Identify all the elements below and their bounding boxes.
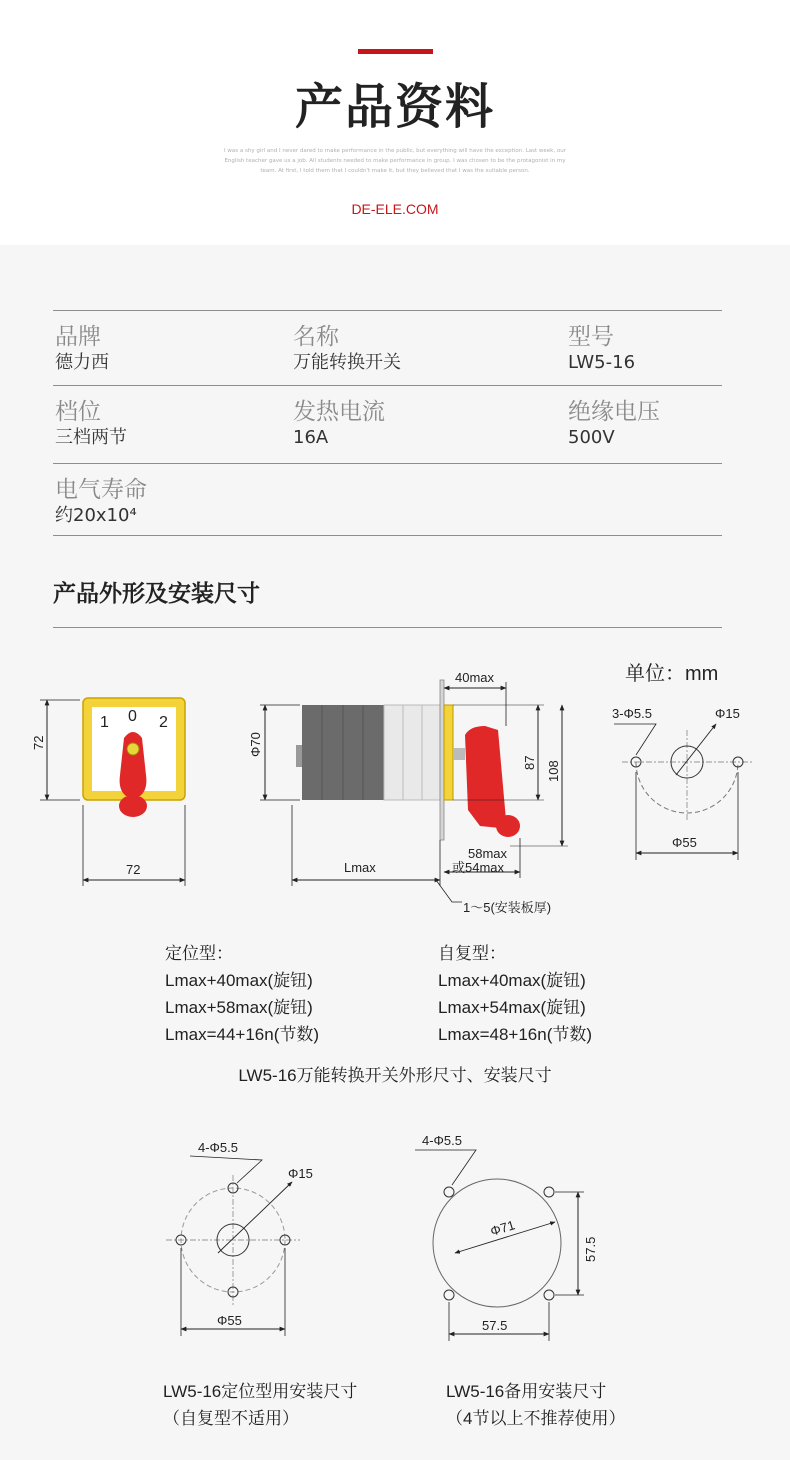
formula-left-3: Lmax=44+16n(节数)	[165, 1025, 320, 1044]
knob-54-label: 或54max	[452, 860, 505, 875]
lmax-label: Lmax	[344, 860, 376, 875]
mount-a-caption: LW5-16定位型用安装尺寸	[163, 1382, 358, 1401]
front-height-label: 72	[31, 735, 46, 750]
page-title: 产品资料	[294, 79, 495, 135]
spec-value: 500V	[568, 427, 615, 448]
mount-b-caption: LW5-16备用安装尺寸	[446, 1382, 607, 1401]
formula-right-3: Lmax=48+16n(节数)	[438, 1025, 593, 1044]
front-view	[31, 698, 185, 886]
mount-a-holes-label: 4-Φ5.5	[198, 1140, 239, 1155]
height-87-label: 87	[522, 755, 537, 770]
center-hole-label: Φ15	[715, 706, 740, 721]
height-108-label: 108	[546, 760, 561, 782]
side-diameter-label: Φ70	[248, 732, 263, 757]
plate-thickness-label: 1～5(安装板厚)	[463, 900, 552, 915]
mount-a-pcd-label: Φ55	[217, 1313, 242, 1328]
formula-left-2: Lmax+58max(旋钮)	[165, 998, 313, 1017]
hole-count-label: 3-Φ5.5	[612, 706, 653, 721]
mount-b-height-label: 57.5	[583, 1236, 598, 1262]
spec-label: 型号	[568, 324, 614, 350]
tagline: I was a shy girl and I never dared to make performance in the public, but everything will have the exception. Last week, our English teacher gave us a job. All students needed to make performance in group. I was chosen to be the protagonist in my team. At first, I told them that I couldn't make it, but they believed that I was the suitable person.	[224, 148, 566, 174]
front-width-label: 72	[126, 862, 141, 877]
spec-label: 绝缘电压	[568, 399, 660, 425]
mount-b-subcaption: （4节以上不推荐使用）	[446, 1409, 626, 1428]
spec-label: 品牌	[55, 324, 101, 350]
position-0-label: 0	[128, 708, 137, 725]
spec-value: 万能转换开关	[293, 352, 401, 373]
spec-label: 名称	[293, 324, 339, 350]
main-caption: LW5-16万能转换开关外形尺寸、安装尺寸	[238, 1066, 552, 1085]
formula-left-title: 定位型：	[165, 944, 233, 963]
knob-58-label: 58max	[468, 846, 508, 861]
mount-b-width-label: 57.5	[482, 1318, 508, 1333]
mount-a-center-label: Φ15	[288, 1166, 313, 1181]
spec-value: LW5-16	[568, 352, 636, 373]
mount-a-subcaption: （自复型不适用）	[163, 1409, 299, 1428]
spec-label: 电气寿命	[55, 477, 147, 503]
spec-value: 德力西	[55, 352, 109, 373]
formula-right-1: Lmax+40max(旋钮)	[438, 971, 586, 990]
formula-right-title: 自复型：	[438, 944, 506, 963]
spec-value: 三档两节	[55, 427, 127, 448]
hole-pattern-view	[612, 706, 752, 860]
formula-left-1: Lmax+40max(旋钮)	[165, 971, 313, 990]
side-view	[248, 670, 568, 915]
spec-value: 16A	[293, 427, 329, 448]
spec-label: 档位	[55, 399, 101, 425]
formula-right-2: Lmax+54max(旋钮)	[438, 998, 586, 1017]
unit-label: 单位：mm	[625, 663, 719, 685]
spec-value: 约20x10⁴	[55, 505, 137, 526]
pcd-label: Φ55	[672, 835, 697, 850]
section-title: 产品外形及安装尺寸	[53, 581, 260, 607]
spec-label: 发热电流	[293, 399, 385, 425]
mount-b-diameter-label: Φ71	[488, 1217, 517, 1239]
position-1-label: 1	[100, 714, 109, 731]
site-url: DE-ELE.COM	[351, 201, 439, 217]
knob-length-label: 40max	[455, 670, 495, 685]
position-2-label: 2	[159, 714, 168, 731]
mount-a-diagram	[166, 1140, 313, 1336]
mount-b-holes-label: 4-Φ5.5	[422, 1133, 463, 1148]
mount-b-diagram	[415, 1133, 598, 1341]
